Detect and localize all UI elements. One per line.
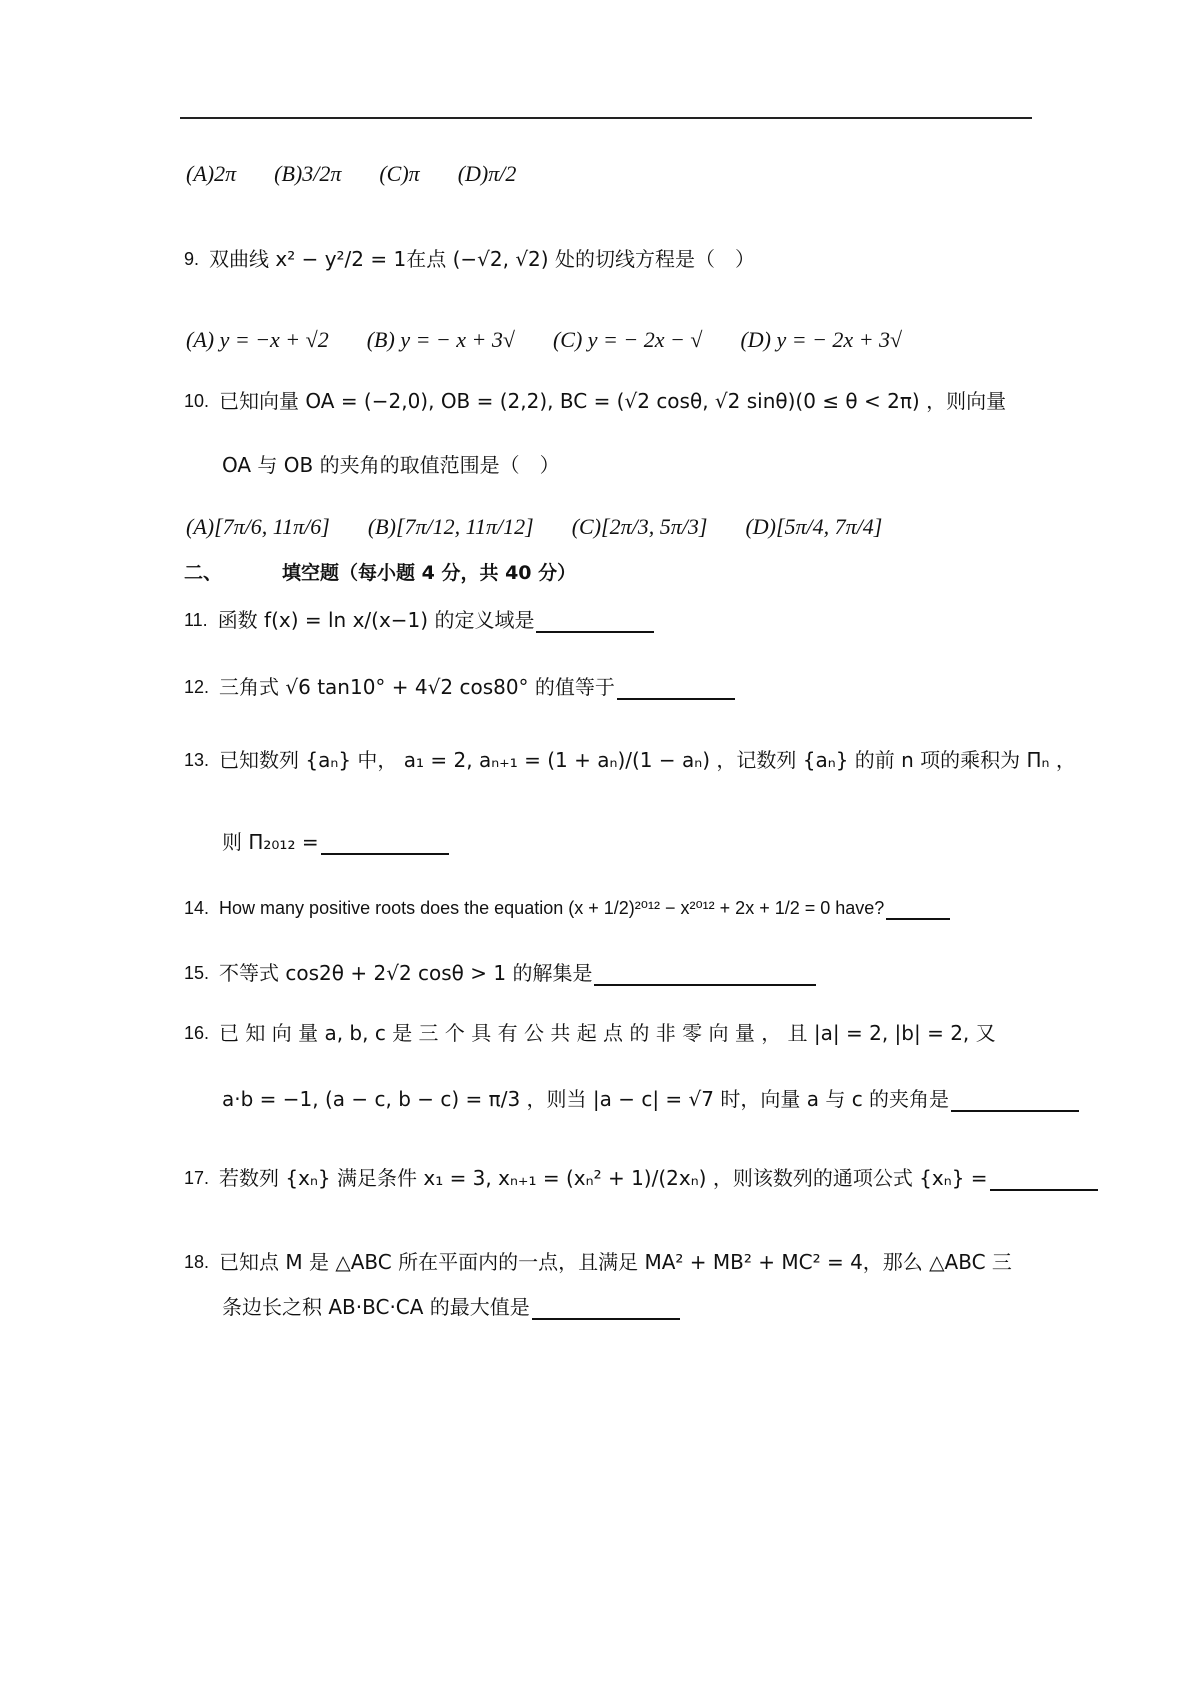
q8-option-c: (C)π xyxy=(379,161,420,186)
q9-option-d: (D) y = − 2x + 3√ xyxy=(740,327,903,352)
section-heading xyxy=(184,562,576,586)
q16-cont xyxy=(222,1087,1079,1112)
answer-blank xyxy=(617,676,735,700)
answer-blank xyxy=(532,1296,680,1320)
q13-number: 13. xyxy=(184,750,210,771)
q10-stem xyxy=(184,389,1006,414)
q17-text: 若数列 {xₙ} 满足条件 x₁ = 3, xₙ₊₁ = (xₙ² + 1)/(2xₙ) ，则该数列的通项公式 {xₙ} = xyxy=(219,1166,988,1190)
q17 xyxy=(184,1166,1098,1191)
q18 xyxy=(184,1250,1012,1275)
answer-blank xyxy=(321,831,449,855)
q11-text: 函数 f(x) = ln x/(x−1) 的定义域是 xyxy=(217,608,535,632)
q18-number: 18. xyxy=(184,1252,210,1273)
q9-text: 双曲线 x² − y²/2 = 1在点 (−√2, √2) 处的切线方程是（ ） xyxy=(209,247,755,271)
section-title: 填空题（每小题 4 分，共 40 分） xyxy=(282,562,577,584)
q10-option-d: (D)[5π/4, 7π/4] xyxy=(745,514,883,539)
answer-blank xyxy=(951,1088,1079,1112)
q13 xyxy=(184,748,1076,773)
q8-option-d: (D)π/2 xyxy=(457,161,517,186)
q10-option-c: (C)[2π/3, 5π/3] xyxy=(571,514,708,539)
q18-cont xyxy=(222,1295,680,1320)
answer-blank xyxy=(536,609,654,633)
q8-options xyxy=(186,160,554,188)
q18-text2: 条边长之积 AB·BC·CA 的最大值是 xyxy=(222,1295,530,1319)
q12-text: 三角式 √6 tan10° + 4√2 cos80° 的值等于 xyxy=(219,675,615,699)
q10-stem-cont xyxy=(222,453,560,478)
q9-option-a: (A) y = −x + √2 xyxy=(186,327,329,352)
q18-text: 已知点 M 是 △ABC 所在平面内的一点，且满足 MA² + MB² + MC² = 4，那么 △ABC 三 xyxy=(219,1250,1012,1274)
q13-text: 已知数列 {aₙ} 中， a₁ = 2, aₙ₊₁ = (1 + aₙ)/(1 − aₙ) ，记数列 {aₙ} 的前 n 项的乘积为 Πₙ ， xyxy=(219,748,1076,772)
q11-number: 11. xyxy=(184,610,208,631)
q16-number: 16. xyxy=(184,1023,210,1044)
q8-option-b: (B)3/2π xyxy=(274,161,342,186)
answer-blank xyxy=(886,896,950,920)
answer-blank xyxy=(990,1167,1098,1191)
q10-option-a: (A)[7π/6, 11π/6] xyxy=(186,514,330,539)
q16 xyxy=(184,1021,996,1046)
q10-option-b: (B)[7π/12, 11π/12] xyxy=(367,514,534,539)
q10-text: 已知向量 OA = (−2,0), OB = (2,2), BC = (√2 cosθ, √2 sinθ)(0 ≤ θ < 2π) ，则向量 xyxy=(219,389,1007,413)
q10-options xyxy=(186,513,920,541)
q14 xyxy=(184,896,950,920)
section-label: 二、 xyxy=(184,562,223,584)
q9-number: 9. xyxy=(184,249,200,270)
q13-cont xyxy=(222,830,449,855)
q17-number: 17. xyxy=(184,1168,210,1189)
q11 xyxy=(184,608,654,633)
answer-blank xyxy=(594,962,816,986)
q9-stem xyxy=(184,247,755,272)
q12 xyxy=(184,675,735,700)
q16-text: 已 知 向 量 a, b, c 是 三 个 具 有 公 共 起 点 的 非 零 向 量 ， 且 |a| = 2, |b| = 2, 又 xyxy=(219,1021,996,1045)
q15 xyxy=(184,961,816,986)
q9-option-b: (B) y = − x + 3√ xyxy=(366,327,515,352)
q9-options xyxy=(186,326,940,354)
q12-number: 12. xyxy=(184,677,210,698)
q14-number: 14. xyxy=(184,897,210,918)
q16-text2: a·b = −1, (a − c, b − c) = π/3 ，则当 |a − c| = √7 时，向量 a 与 c 的夹角是 xyxy=(222,1087,950,1111)
q10-text2: OA 与 OB 的夹角的取值范围是（ ） xyxy=(222,453,560,477)
q13-text2: 则 Π₂₀₁₂ = xyxy=(222,830,319,854)
q14-text: How many positive roots does the equation (x + 1/2)²⁰¹² − x²⁰¹² + 2x + 1/2 = 0 have? xyxy=(219,897,885,918)
q9-option-c: (C) y = − 2x − √ xyxy=(552,327,703,352)
header-rule xyxy=(180,117,1032,119)
q15-number: 15. xyxy=(184,963,210,984)
q15-text: 不等式 cos2θ + 2√2 cosθ > 1 的解集是 xyxy=(219,961,593,985)
q10-number: 10. xyxy=(184,391,210,412)
q8-option-a: (A)2π xyxy=(186,161,237,186)
